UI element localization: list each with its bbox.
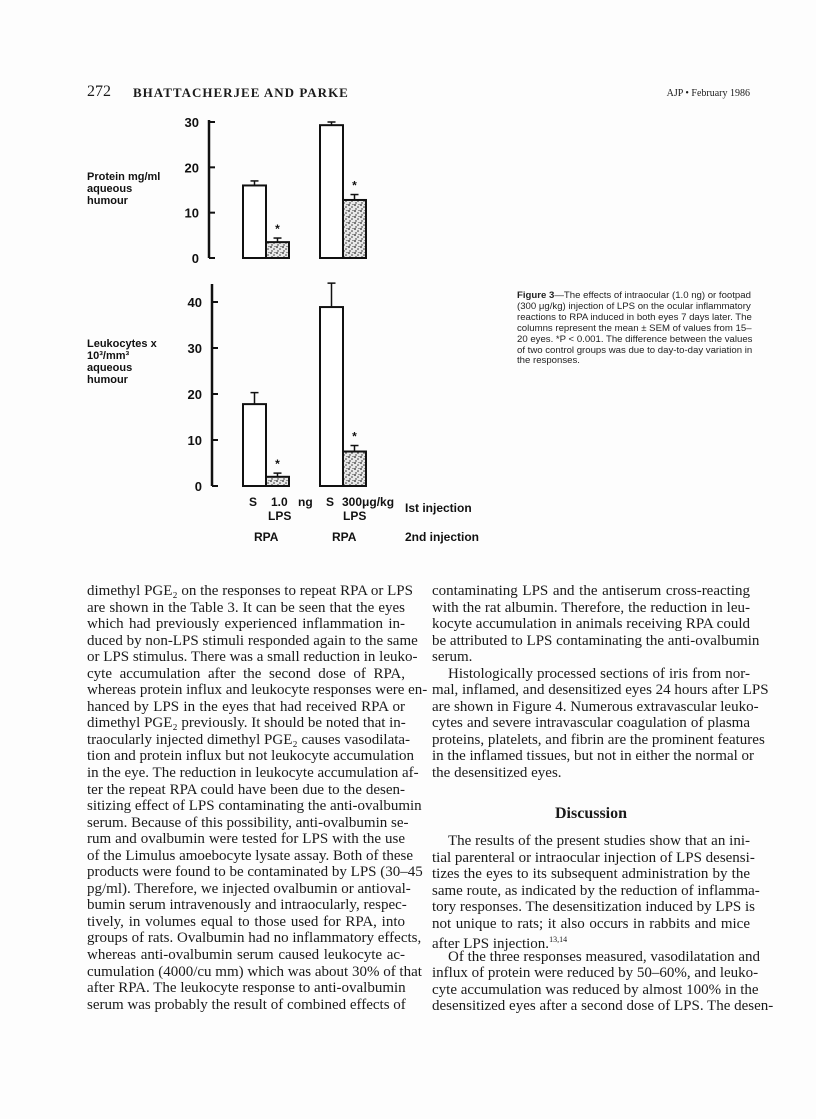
text-line-content: pg/ml). Therefore, we injected ovalbumin or antioval- <box>87 880 411 897</box>
text-line <box>432 632 760 650</box>
y-axis-label: Protein mg/ml <box>87 171 161 183</box>
significance-asterisk: * <box>275 222 280 237</box>
text-line <box>87 715 405 732</box>
text-line <box>87 583 413 600</box>
y-tick-label: 0 <box>191 251 199 266</box>
text-line <box>87 798 422 815</box>
figure-caption <box>517 291 755 367</box>
text-line <box>87 731 411 749</box>
xlabel-g1-unit: ng <box>298 495 313 509</box>
text-line-content: or LPS stimulus. There was a small reduction in leuko- <box>87 649 418 666</box>
text-line <box>87 649 418 666</box>
text-line-content: with the rat albumin. Therefore, the reduction in leu- <box>432 599 750 616</box>
text-line <box>87 897 405 914</box>
significance-asterisk: * <box>275 457 280 472</box>
text-line <box>87 765 419 782</box>
text-line <box>432 866 750 883</box>
xlabel-g1-second: RPA <box>254 530 279 544</box>
bar-lps <box>343 452 366 487</box>
y-tick-label: 0 <box>194 479 202 494</box>
y-axis-label: humour <box>87 195 128 207</box>
text-line-content: duced by non-LPS stimuli responded again to the same <box>87 632 418 649</box>
text-line-content: in the inflamed tissues, but not in either the normal or <box>432 748 755 765</box>
text-line <box>87 847 414 865</box>
text-line <box>432 649 750 666</box>
text-line-content: after LPS injection. <box>432 936 550 953</box>
text-line <box>432 748 755 765</box>
text-line <box>432 882 760 900</box>
caption-text: —The effects of intraocular (1.0 ng) or footpad (300 μg/kg) injection of LPS on the ocular inflammatory reactions to RPA induced in both eyes 7 days later. The columns represent the mean ± SEM of values from 15–20 eyes. *P < 0.001. The difference between the values of two control groups was due to day-to-day variation in the responses. <box>517 290 753 367</box>
text-line <box>87 782 405 799</box>
text-line-content: kocyte accumulation in animals receiving RPA could <box>432 616 750 633</box>
text-line-content: Histologically processed sections of iris from nor- <box>448 665 750 682</box>
text-line-content: tion and protein influx but not leukocyte accumulation <box>87 748 415 765</box>
text-line <box>87 930 422 947</box>
text-line-content: traocularly injected dimethyl PGE₂ causes vasodilata- <box>87 731 411 748</box>
text-line <box>432 731 765 749</box>
text-line-content: dimethyl PGE₂ previously. It should be noted that in- <box>87 715 406 732</box>
bar-control <box>320 125 343 258</box>
text-line <box>432 833 750 850</box>
text-line-content: Of the three responses measured, vasodilatation and <box>448 948 760 965</box>
bar-control <box>320 307 343 486</box>
text-line <box>87 666 405 683</box>
text-line <box>87 748 415 765</box>
text-line-content: proteins, platelets, and fibrin are the prominent features <box>432 731 765 748</box>
text-line-content: bumin serum intravenously and intraocularly, respec- <box>87 897 407 914</box>
text-line <box>432 849 755 867</box>
y-tick-label: 30 <box>187 341 202 356</box>
text-line <box>87 616 405 633</box>
text-line <box>87 880 411 898</box>
text-line-content: whereas protein influx and leukocyte responses were en- <box>87 682 428 699</box>
xlabel-g1-first: S <box>249 495 258 509</box>
text-line <box>432 698 759 716</box>
y-axis-label: 10³/mm³ <box>87 350 130 362</box>
text-line-content: influx of protein were reduced by 50–60%, and leuko- <box>432 965 759 982</box>
y-tick-label: 10 <box>184 205 199 221</box>
body-column-left <box>87 583 428 1013</box>
text-line-content: ter the repeat RPA could have been due to the desen- <box>87 781 405 798</box>
bar-control <box>243 185 266 258</box>
text-line <box>432 616 750 633</box>
xlabel-g1-dose: 1.0 <box>271 495 288 509</box>
y-tick-label: 30 <box>184 115 199 130</box>
text-line-content: cyte accumulation after the second dose of RPA, <box>87 665 405 682</box>
text-line-content: not unique to rats; it also occurs in rabbits and mice <box>432 915 750 932</box>
text-line-content: contaminating LPS and the antiserum cross-reacting <box>432 583 750 599</box>
y-axis-label: aqueous <box>87 183 133 195</box>
xlabel-g2-second: RPA <box>332 530 357 544</box>
xlabel-g2-dose: 300μg/kg <box>342 495 395 509</box>
xlabel-g2-first: S <box>326 495 335 509</box>
y-tick-label: 10 <box>187 433 202 448</box>
text-line-content: products were found to be contaminated by LPS (30–45 <box>87 864 423 881</box>
caption-label: Figure 3 <box>517 290 555 301</box>
text-line-content: hanced by LPS in the eyes that had received RPA or <box>87 698 405 715</box>
text-line-content: serum. <box>432 649 473 666</box>
text-line <box>432 765 750 782</box>
text-line-content: after RPA. The leukocyte response to anti-ovalbumin <box>87 980 406 997</box>
text-line-content: rum and ovalbumin were tested for LPS with the use <box>87 831 405 848</box>
text-line <box>87 682 428 699</box>
significance-asterisk: * <box>352 429 357 444</box>
body-column-right-discussion <box>432 833 774 1015</box>
text-line <box>87 914 405 931</box>
y-axis-label: aqueous <box>87 362 133 374</box>
text-line-content: which had previously experienced inflammation in- <box>87 616 405 633</box>
text-line <box>87 699 405 716</box>
text-line <box>432 998 774 1015</box>
bar-lps <box>266 477 289 486</box>
text-line <box>432 948 760 966</box>
text-line <box>87 864 423 881</box>
text-line-content: in the eye. The reduction in leukocyte accumulation af- <box>87 765 419 782</box>
text-line <box>432 600 750 617</box>
text-line <box>87 997 405 1014</box>
text-line-content: groups of rats. Ovalbumin had no inflammatory effects, <box>87 930 422 947</box>
xlabel-row-second-injection: 2nd injection <box>405 530 480 544</box>
bar-lps <box>266 242 289 258</box>
text-line-content: serum. Because of this possibility, anti-ovalbumin se- <box>87 814 409 831</box>
text-line <box>432 932 750 953</box>
significance-asterisk: * <box>352 178 357 193</box>
text-line <box>432 981 759 999</box>
text-line-content: mal, inflamed, and desensitized eyes 24 hours after LPS <box>432 682 769 699</box>
section-heading-discussion: Discussion <box>554 805 628 822</box>
xlabel-g1-lps: LPS <box>268 509 292 523</box>
text-line-content: be attributed to LPS contaminating the anti-ovalbumin <box>432 632 760 649</box>
y-tick-label: 40 <box>187 295 202 310</box>
reference-superscript: 13,14 <box>549 935 568 945</box>
text-line <box>432 666 750 683</box>
y-tick-label: 20 <box>184 160 199 176</box>
text-line-content: serum was probably the result of combined effects of <box>87 996 406 1013</box>
xlabel-g2-lps: LPS <box>343 509 367 523</box>
text-line-content: cyte accumulation was reduced by almost 100% in the <box>432 981 759 998</box>
text-line <box>432 715 750 732</box>
text-line <box>432 899 756 916</box>
text-line <box>87 963 422 981</box>
text-line <box>87 600 405 617</box>
text-line-content: cytes and severe intravascular coagulation of plasma <box>432 715 750 732</box>
text-line-content: tory responses. The desensitization induced by LPS is <box>432 899 756 916</box>
text-line-content: are shown in the Table 3. It can be seen that the eyes <box>87 599 405 616</box>
text-line <box>432 583 750 600</box>
text-line <box>87 947 405 964</box>
text-line <box>432 682 769 699</box>
text-line <box>432 965 759 982</box>
text-line-content: tively, in volumes equal to those used for RPA, into <box>87 913 405 930</box>
y-axis-label: humour <box>87 374 128 386</box>
text-line <box>87 980 405 997</box>
text-line <box>432 916 750 933</box>
running-head-journal: AJP • February 1986 <box>666 88 750 99</box>
text-line-content: The results of the present studies show that an ini- <box>448 833 750 849</box>
text-line <box>87 814 409 832</box>
y-axis-label: Leukocytes x <box>87 338 157 350</box>
text-line-content: tizes the eyes to its subsequent administration by the <box>432 866 750 883</box>
text-line-content: whereas anti-ovalbumin serum caused leukocyte ac- <box>87 947 405 964</box>
text-line <box>87 831 405 848</box>
text-line-content: dimethyl PGE₂ on the responses to repeat RPA or LPS <box>87 583 413 599</box>
bar-lps <box>343 200 366 258</box>
running-head-authors: BHATTACHERJEE AND PARKE <box>133 85 349 100</box>
text-line-content: tial parenteral or intraocular injection of LPS desensi- <box>432 849 755 866</box>
body-column-right-results <box>432 583 769 782</box>
text-line-content: cumulation (4000/cu mm) which was about 30% of that <box>87 963 422 980</box>
text-line-content: sitizing effect of LPS contaminating the anti-ovalbumin <box>87 798 422 815</box>
text-line-content: the desensitized eyes. <box>432 765 562 782</box>
page-number: 272 <box>87 83 111 100</box>
xlabel-row-first-injection: Ist injection <box>405 501 472 515</box>
bar-control <box>243 404 266 486</box>
text-line-content: desensitized eyes after a second dose of LPS. The desen- <box>432 998 774 1015</box>
text-line-content: same route, as indicated by the reduction of inflamma- <box>432 882 760 899</box>
y-tick-label: 20 <box>187 387 202 402</box>
text-line-content: of the Limulus amoebocyte lysate assay. Both of these <box>87 847 414 864</box>
text-line <box>87 632 418 650</box>
text-line-content: are shown in Figure 4. Numerous extravascular leuko- <box>432 698 759 715</box>
